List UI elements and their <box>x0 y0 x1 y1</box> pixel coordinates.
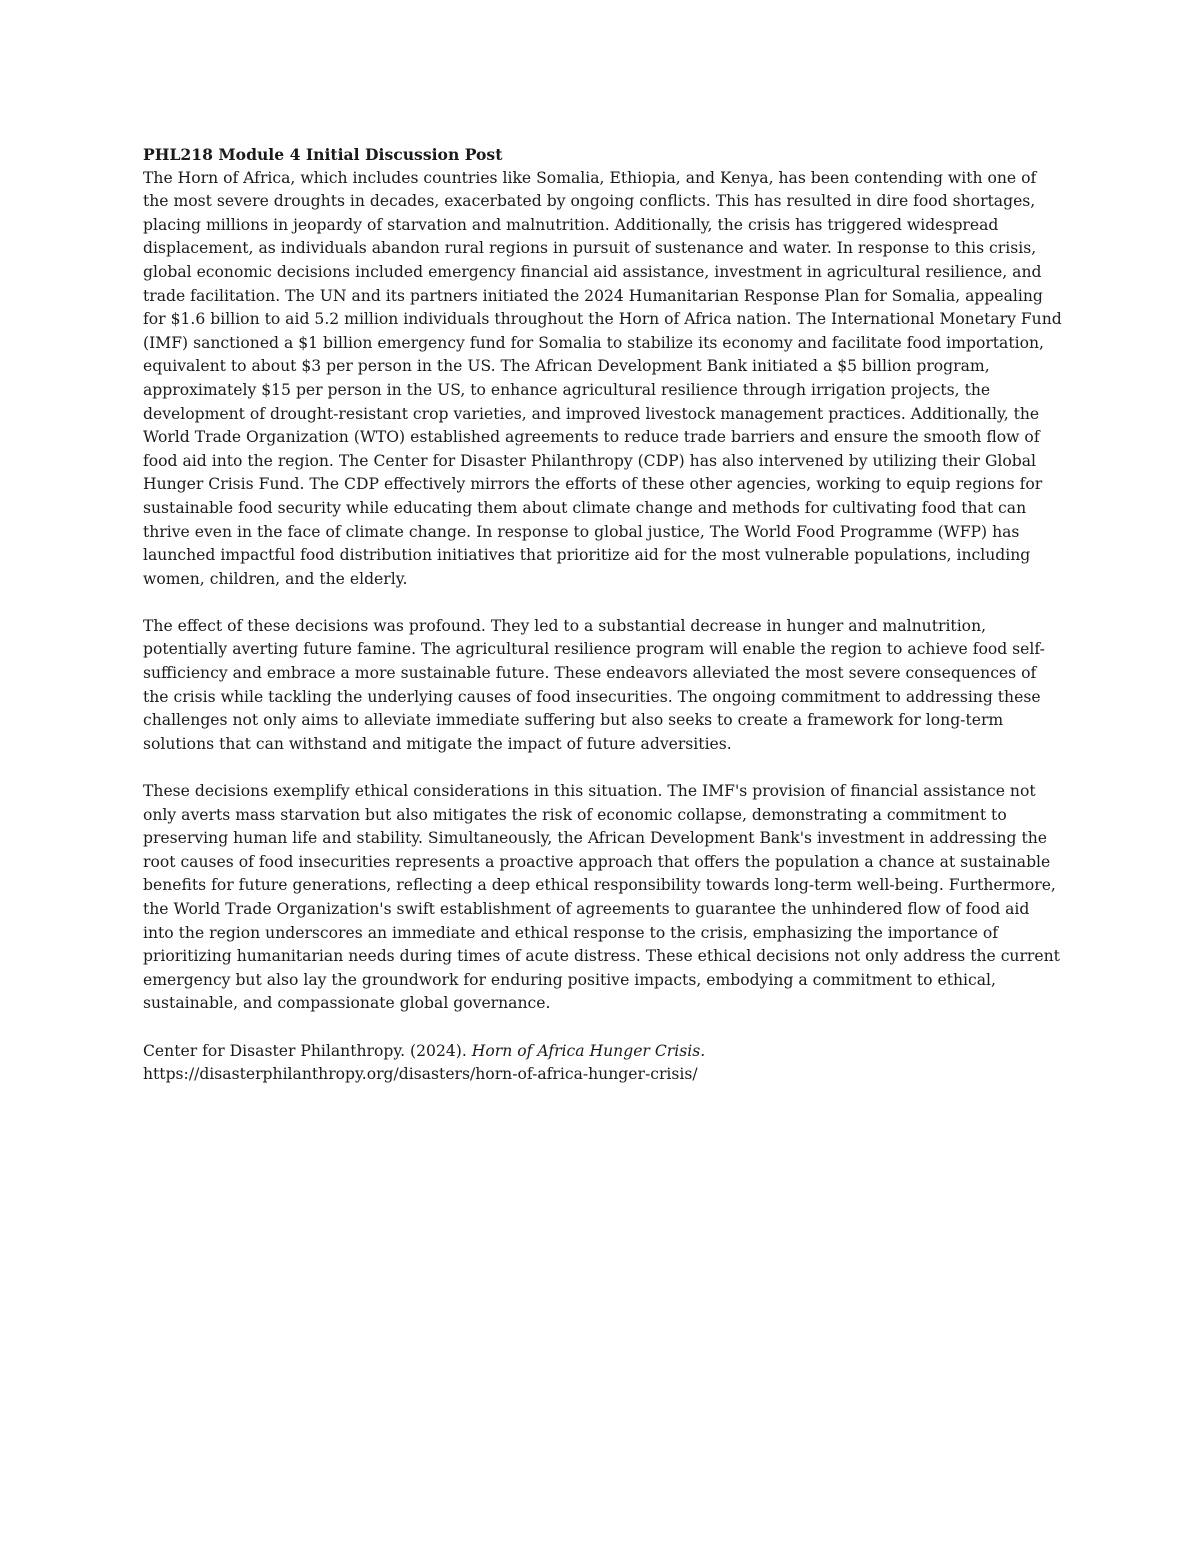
citation-work-title: Horn of Africa Hunger Crisis. <box>471 1041 706 1060</box>
citation-author-date: Center for Disaster Philanthropy. (2024). <box>143 1041 472 1060</box>
document-title: PHL218 Module 4 Initial Discussion Post <box>143 145 503 164</box>
citation-url[interactable]: https://disasterphilanthropy.org/disasters/horn-of-africa-hunger-crisis/ <box>143 1065 698 1084</box>
document-page <box>143 143 1063 1087</box>
paragraph-ethics: These decisions exemplify ethical considerations in this situation. The IMF's provision of financial assistance not only averts mass starvation but also mitigates the risk of economic collapse, demonstrating a commitment to preserving human life and stability. Simultaneously, the African Development Bank's investment in addressing the root causes of food insecurities represents a proactive approach that offers the population a chance at sustainable benefits for future generations, reflecting a deep ethical responsibility towards long-term well-being. Furthermore, the World Trade Organization's swift establishment of agreements to guarantee the unhindered flow of food aid into the region underscores an immediate and ethical response to the crisis, emphasizing the importance of prioritizing humanitarian needs during times of acute distress. These ethical decisions not only address the current emergency but also lay the groundwork for enduring positive impacts, embodying a commitment to ethical, sustainable, and compassionate global governance. <box>143 782 1060 1013</box>
paragraph-intro: The Horn of Africa, which includes countries like Somalia, Ethiopia, and Kenya, has been contending with one of the most severe droughts in decades, exacerbated by ongoing conflicts. This has resulted in dire food shortages, placing millions in jeopardy of starvation and malnutrition. Additionally, the crisis has triggered widespread displacement, as individuals abandon rural regions in pursuit of sustenance and water. In response to this crisis, global economic decisions included emergency financial aid assistance, investment in agricultural resilience, and trade facilitation. The UN and its partners initiated the 2024 Humanitarian Response Plan for Somalia, appealing for $1.6 billion to aid 5.2 million individuals throughout the Horn of Africa nation. The International Monetary Fund (IMF) sanctioned a $1 billion emergency fund for Somalia to stabilize its economy and facilitate food importation, equivalent to about $3 per person in the US. The African Development Bank initiated a $5 billion program, approximately $15 per person in the US, to enhance agricultural resilience through irrigation projects, the development of drought-resistant crop varieties, and improved livestock management practices. Additionally, the World Trade Organization (WTO) established agreements to reduce trade barriers and ensure the smooth flow of food aid into the region. The Center for Disaster Philanthropy (CDP) has also intervened by utilizing their Global Hunger Crisis Fund. The CDP effectively mirrors the efforts of these other agencies, working to equip regions for sustainable food security while educating them about climate change and methods for cultivating food that can thrive even in the face of climate change. In response to global justice, The World Food Programme (WFP) has launched impactful food distribution initiatives that prioritize aid for the most vulnerable populations, including women, children, and the elderly. <box>143 168 1062 588</box>
paragraph-effects: The effect of these decisions was profound. They led to a substantial decrease in hunger and malnutrition, potentially averting future famine. The agricultural resilience program will enable the region to achieve food self-sufficiency and embrace a more sustainable future. These endeavors alleviated the most severe consequences of the crisis while tackling the underlying causes of food insecurities. The ongoing commitment to addressing these challenges not only aims to alleviate immediate suffering but also seeks to create a framework for long-term solutions that can withstand and mitigate the impact of future adversities. <box>143 616 1045 753</box>
reference-citation <box>143 1040 1063 1087</box>
